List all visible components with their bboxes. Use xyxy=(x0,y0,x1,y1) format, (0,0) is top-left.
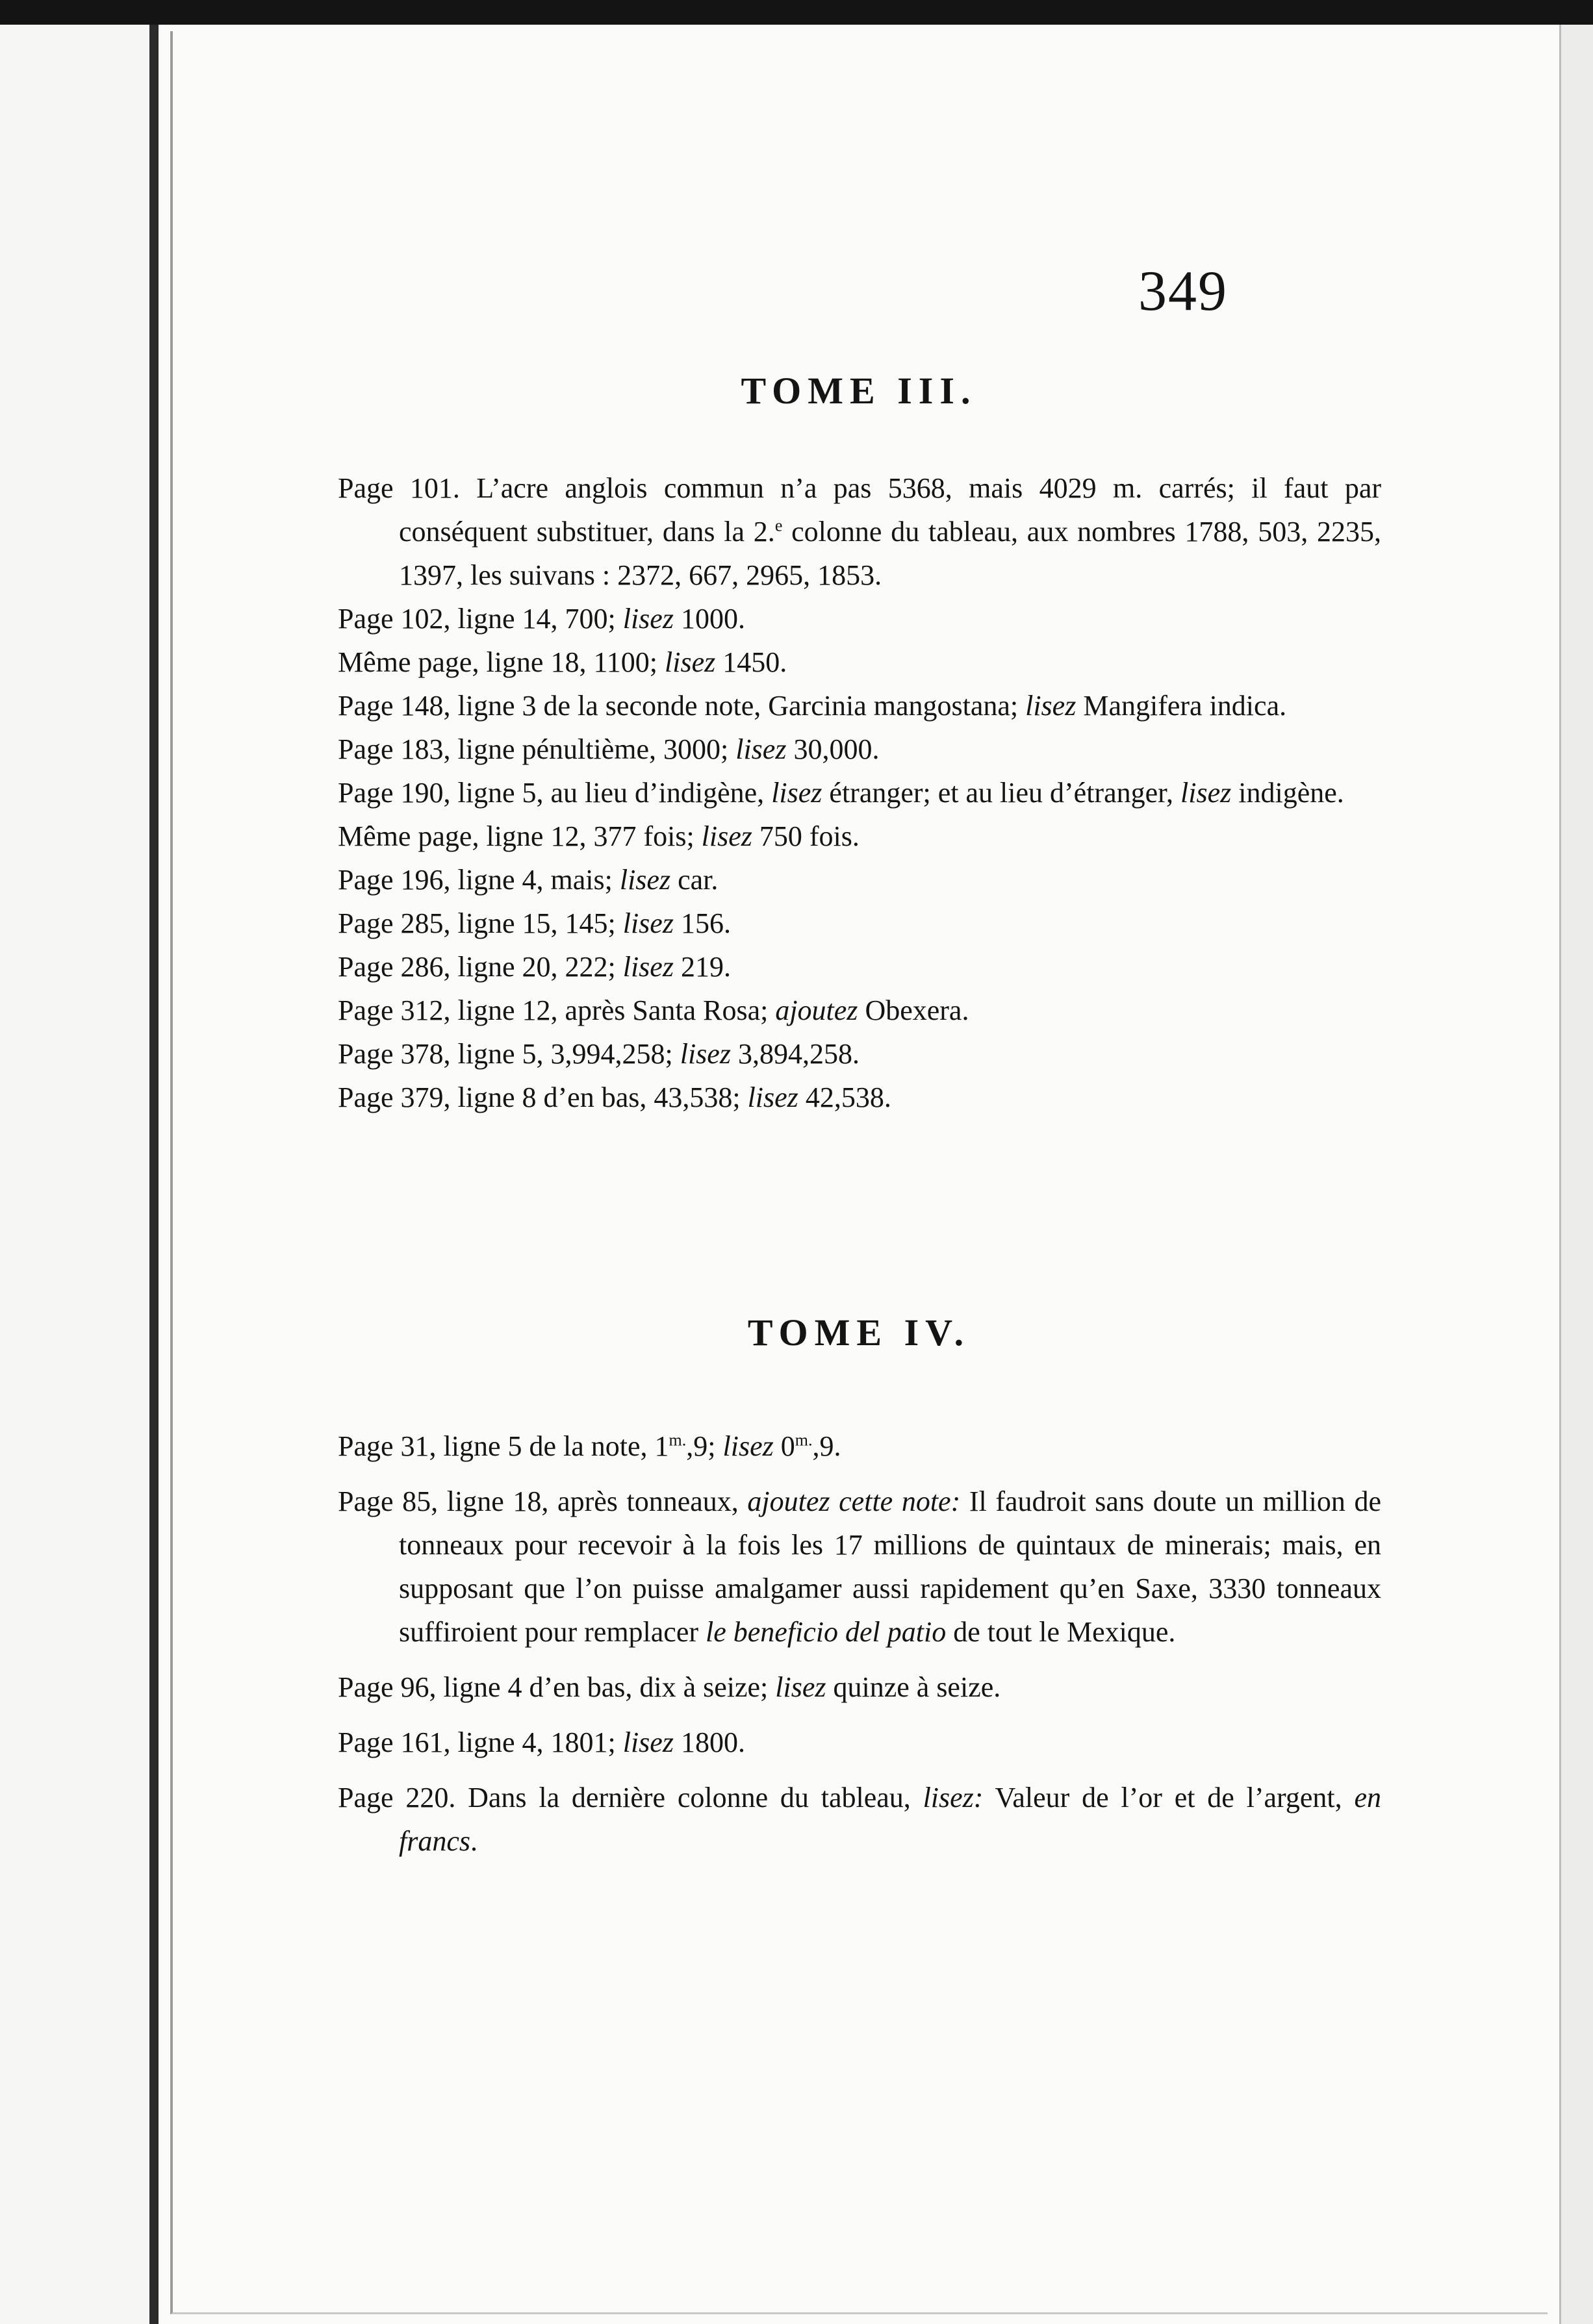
page-number: 349 xyxy=(1138,260,1228,323)
errata-entry: Page 148, ligne 3 de la seconde note, Garcinia mangostana; lisez Mangifera indica. xyxy=(338,690,1287,722)
errata-entry: Page 161, ligne 4, 1801; lisez 1800. xyxy=(338,1726,745,1758)
errata-entry: Page 285, ligne 15, 145; lisez 156. xyxy=(338,907,731,939)
binding-shadow xyxy=(149,25,159,2324)
errata-entry: Même page, ligne 12, 377 fois; lisez 750 fois. xyxy=(338,820,860,852)
errata-entry: Page 96, ligne 4 d’en bas, dix à seize; lisez quinze à seize. xyxy=(338,1671,1001,1703)
errata-entry: Page 31, ligne 5 de la note, $1^{m.},9$; lisez $0^{m.},9$. xyxy=(338,1430,841,1462)
errata-entry: Page 378, ligne 5, 3,994,258; lisez 3,894,258. xyxy=(338,1038,860,1070)
errata-entry: Page 196, ligne 4, mais; lisez car. xyxy=(338,864,719,896)
errata-entry: Page 101. L’acre anglois commun n’a pas 5368, mais 4029 m. carrés; il faut par conséquent substituer, dans la 2.$^e$ colonne du tableau, aux nombres 1788, 503, 2235, 1397, les suivans : 2372, 667, 2965, 1853. xyxy=(338,472,1381,591)
errata-entry: Page 312, ligne 12, après Santa Rosa; ajoutez Obexera. xyxy=(338,994,969,1026)
errata-entry: Même page, ligne 18, 1100; lisez 1450. xyxy=(338,646,787,678)
errata-entry: Page 220. Dans la dernière colonne du tableau, lisez: Valeur de l’or et de l’argent, en francs. xyxy=(338,1782,1381,1857)
errata-entry: Page 85, ligne 18, après tonneaux, ajoutez cette note: Il faudroit sans doute un million de tonneaux pour recevoir à la fois les 17 millions de quintaux de minerais; mais, en supposant que l’on puisse amalgamer aussi rapidement qu’en Saxe, 3330 tonneaux suffiroient pour remplacer le beneficio del patio de tout le Mexique. xyxy=(338,1485,1382,1648)
tome-iii-errata-list xyxy=(338,466,1381,1119)
tome-iii-heading: TOME III. xyxy=(741,370,977,412)
errata-entry: Page 190, ligne 5, au lieu d’indigène, lisez étranger; et au lieu d’étranger, lisez indigène. xyxy=(338,777,1344,809)
scan-top-band xyxy=(0,0,1593,25)
errata-entry: Page 379, ligne 8 d’en bas, 43,538; lisez 42,538. xyxy=(338,1081,891,1113)
errata-entry: Page 286, ligne 20, 222; lisez 219. xyxy=(338,951,731,983)
errata-entry: Page 102, ligne 14, 700; lisez 1000. xyxy=(338,603,745,635)
book-page xyxy=(159,25,1559,2324)
errata-entry: Page 183, ligne pénultième, 3000; lisez 30,000. xyxy=(338,733,880,765)
tome-iv-heading: TOME IV. xyxy=(747,1311,971,1354)
right-page-edge xyxy=(1559,25,1593,2324)
facing-page-edge xyxy=(0,25,156,2324)
tome-iv-errata-list xyxy=(338,1424,1381,1875)
